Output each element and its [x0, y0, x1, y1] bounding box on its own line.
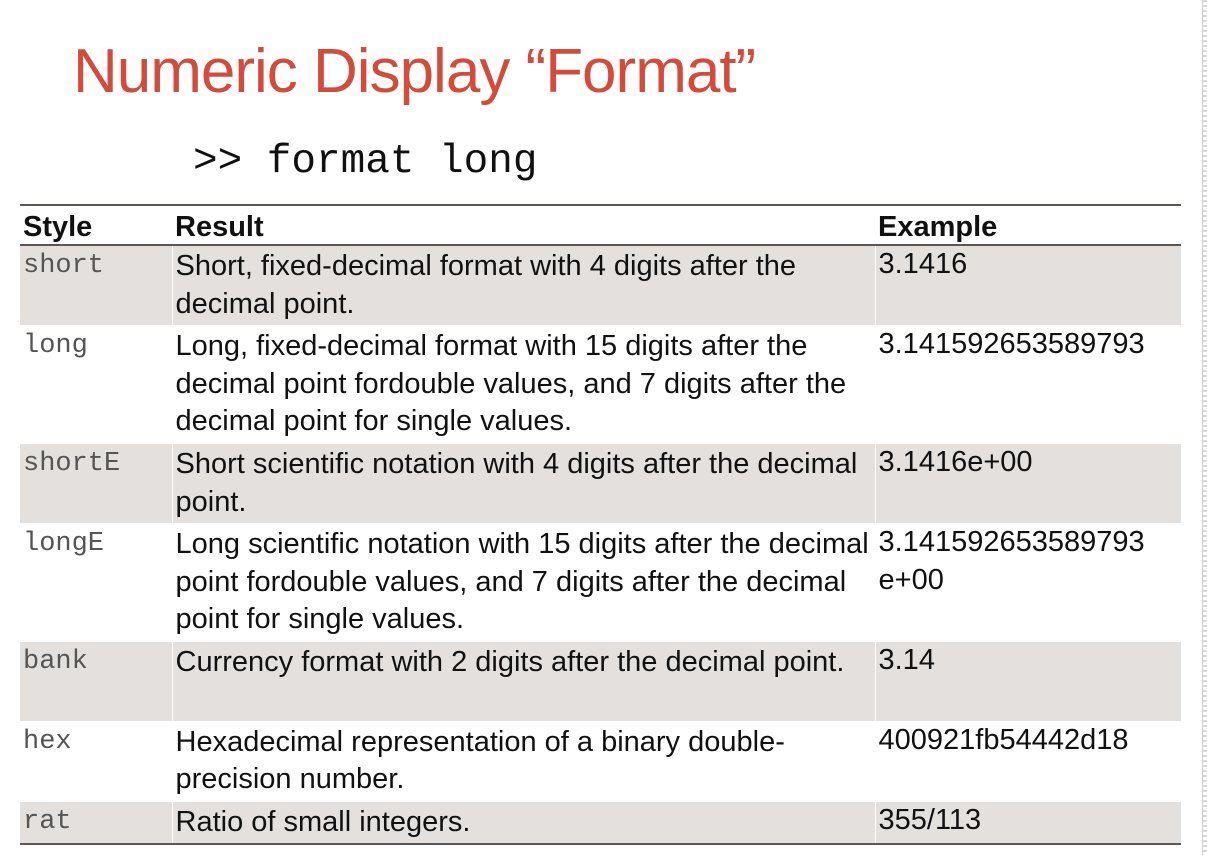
table-row-hex	[20, 721, 1181, 801]
result-cell: Long scientific notation with 15 digits after the decimal point fordouble values, and 7 digits after the decimal point for single values.	[172, 524, 875, 642]
style-cell: bank	[20, 641, 172, 721]
slide-title: Numeric Display “Format”	[73, 37, 756, 106]
example-cell: 3.14	[875, 641, 1181, 721]
result-cell: Hexadecimal representation of a binary double-precision number.	[172, 721, 875, 801]
table-row-bank	[20, 641, 1181, 721]
example-cell: 355/113	[875, 801, 1181, 844]
result-cell: Short scientific notation with 4 digits after the decimal point.	[172, 444, 875, 524]
result-cell: Currency format with 2 digits after the decimal point.	[172, 641, 875, 721]
table-header-row	[20, 205, 1181, 245]
style-cell: shortE	[20, 444, 172, 524]
format-style-table	[20, 204, 1181, 845]
style-cell: long	[20, 326, 172, 444]
table-row-shortE	[20, 444, 1181, 524]
example-cell: 400921fb54442d18	[875, 721, 1181, 801]
slide-edge-decoration	[1202, 0, 1207, 855]
table-row-rat	[20, 801, 1181, 844]
result-cell: Ratio of small integers.	[172, 801, 875, 844]
header-example: Example	[875, 205, 1181, 245]
example-cell: 3.1416e+00	[875, 444, 1181, 524]
style-cell: rat	[20, 801, 172, 844]
table-row-long	[20, 326, 1181, 444]
result-cell: Short, fixed-decimal format with 4 digits after the decimal point.	[172, 245, 875, 326]
example-cell: 3.141592653589793 e+00	[875, 524, 1181, 642]
format-command: >> format long	[193, 139, 538, 185]
style-cell: hex	[20, 721, 172, 801]
table-row-longE	[20, 524, 1181, 642]
header-style: Style	[20, 205, 172, 245]
result-cell: Long, fixed-decimal format with 15 digits after the decimal point fordouble values, and 7 digits after the decimal point for single values.	[172, 326, 875, 444]
example-cell: 3.1416	[875, 245, 1181, 326]
table-row-short	[20, 245, 1181, 326]
style-cell: short	[20, 245, 172, 326]
style-cell: longE	[20, 524, 172, 642]
example-cell: 3.141592653589793	[875, 326, 1181, 444]
header-result: Result	[172, 205, 875, 245]
